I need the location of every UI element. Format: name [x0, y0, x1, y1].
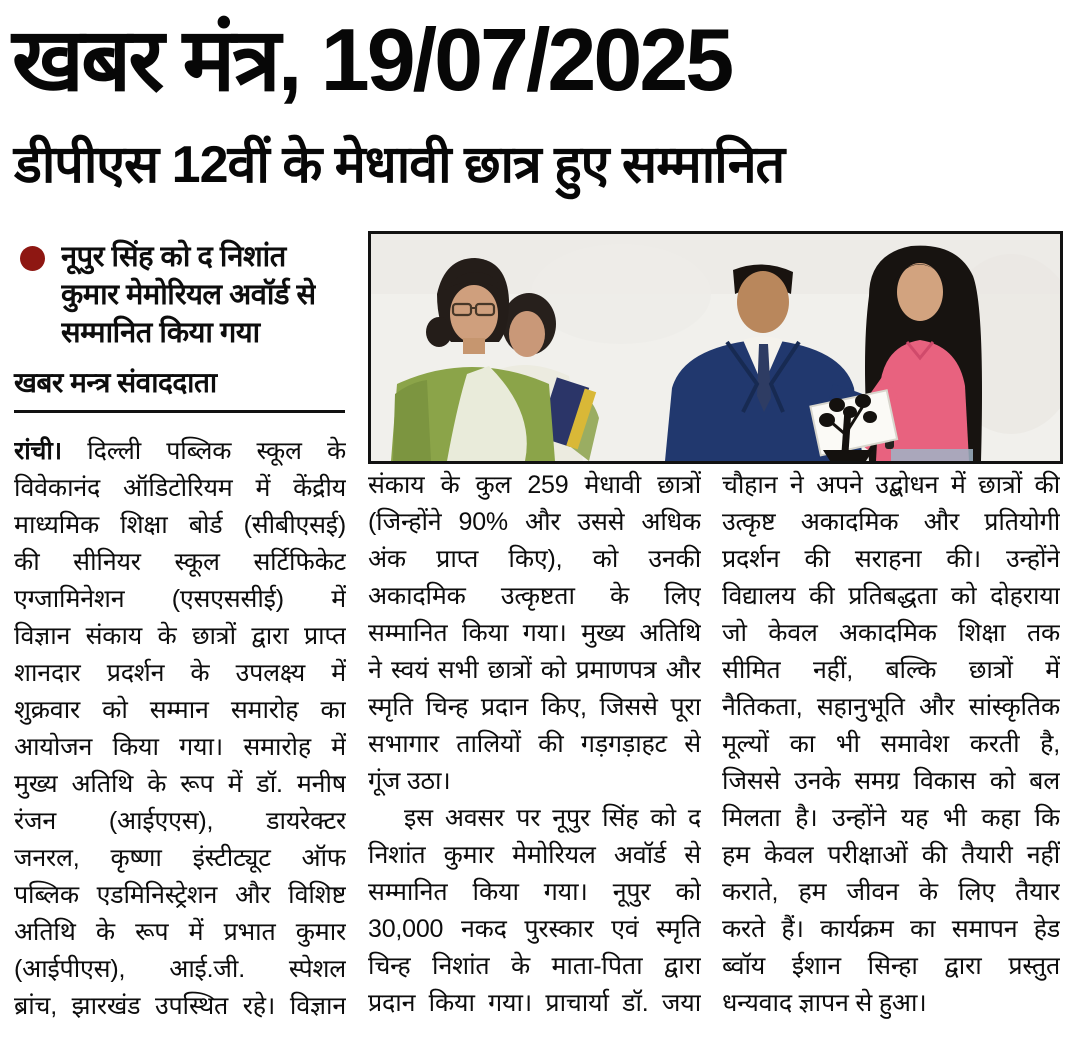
- body-text-line: जिससे उनके समग्र विकास को बल: [722, 767, 1060, 795]
- body-text-line: निशांत कुमार मेमोरियल अवॉर्ड से: [368, 841, 701, 869]
- body-text-line: अकादमिक उत्कृष्टता के लिए: [368, 582, 701, 610]
- body-text-line: शुक्रवार को सम्मान समारोह का: [14, 696, 346, 724]
- body-text-line: ने स्वयं सभी छात्रों को प्रमाणपत्र और: [368, 656, 701, 684]
- body-text-line: की सीनियर स्कूल सर्टिफिकेट: [14, 548, 346, 576]
- body-text-line: गूंज उठा।: [368, 767, 451, 795]
- body-text-line: नैतिकता, सहानुभूति और सांस्कृतिक: [722, 693, 1060, 721]
- body-text-line: प्रदर्शन की सराहना की। उन्होंने: [722, 545, 1060, 573]
- body-text-line: धन्यवाद ज्ञापन से हुआ।: [722, 989, 927, 1017]
- body-text-line: ब्रांच, झारखंड उपस्थित रहे। विज्ञान: [14, 992, 346, 1020]
- lead-highlight: [14, 238, 354, 352]
- body-text-line: संकाय के कुल 259 मेधावी छात्रों: [368, 471, 701, 499]
- body-text-line: चौहान ने अपने उद्बोधन में छात्रों की: [722, 471, 1060, 499]
- body-text-line: सम्मानित किया गया। मुख्य अतिथि: [368, 619, 701, 647]
- body-text-line: सम्मानित किया गया। नूपुर को: [368, 878, 701, 906]
- article-photo: [368, 231, 1063, 464]
- body-text-line: मूल्यों का भी समावेश करती है,: [722, 730, 1060, 758]
- award-ceremony-scene: [371, 234, 1060, 461]
- byline: खबर मन्त्र संवाददाता: [14, 367, 217, 398]
- body-text-line: विद्यालय की प्रतिबद्धता को दोहराया: [722, 582, 1060, 610]
- body-text-line: एग्जामिनेशन (एसएससीई) में: [14, 585, 346, 613]
- body-text-line: विवेकानंद ऑडिटोरियम में केंद्रीय: [14, 474, 346, 502]
- body-text-line: अतिथि के रूप में प्रभात कुमार: [14, 918, 346, 946]
- body-text-line: हम केवल परीक्षाओं की तैयारी नहीं: [722, 841, 1060, 869]
- lead-highlight-text: [61, 238, 316, 352]
- body-column-3: [722, 467, 1060, 1022]
- body-text-line: उत्कृष्ट अकादमिक और प्रतियोगी: [722, 508, 1060, 536]
- body-text-line: 30,000 नकद पुरस्कार एवं स्मृति: [368, 915, 701, 943]
- body-text-line: चिन्ह निशांत के माता-पिता द्वारा: [368, 952, 701, 980]
- body-text-line: इस अवसर पर नूपुर सिंह को द: [404, 804, 701, 832]
- body-text-line: आयोजन किया गया। समारोह में: [14, 733, 346, 761]
- body-text-line: सभागार तालियों की गड़गड़ाहट से: [368, 730, 701, 758]
- body-text-line: (जिन्होंने 90% और उससे अधिक: [368, 508, 701, 536]
- article-headline: डीपीएस 12वीं के मेधावी छात्र हुए सम्मानित: [14, 136, 785, 194]
- body-text-line: ब्वॉय ईशान सिन्हा द्वारा प्रस्तुत: [722, 952, 1060, 980]
- body-text-line: शानदार प्रदर्शन के उपलक्ष्य में: [14, 659, 346, 687]
- body-text-line: विज्ञान संकाय के छात्रों द्वारा प्राप्त: [14, 622, 346, 650]
- body-text-line: कराते, हम जीवन के लिए तैयार: [722, 878, 1060, 906]
- body-text-line: पब्लिक एडमिनिस्ट्रेशन और विशिष्ट: [14, 881, 346, 909]
- body-text-line: (आईपीएस), आई.जी. स्पेशल: [14, 955, 346, 983]
- body-text-line: जनरल, कृष्णा इंस्टीट्यूट ऑफ: [14, 844, 346, 872]
- body-text-line: स्मृति चिन्ह प्रदान किए, जिससे पूरा: [368, 693, 701, 721]
- body-text-line: मुख्य अतिथि के रूप में डॉ. मनीष: [14, 770, 346, 798]
- body-text-line: कुमार मेमोरियल अवॉर्ड से: [61, 279, 316, 311]
- body-text-line: करते हैं। कार्यक्रम का समापन हेड: [722, 915, 1060, 943]
- body-text-line: मिलता है। उन्होंने यह भी कहा कि: [722, 804, 1060, 832]
- body-column-1: [14, 433, 346, 1025]
- body-text-line: नूपुर सिंह को द निशांत: [61, 241, 286, 273]
- body-text-line: सीमित नहीं, बल्कि छात्रों में: [722, 656, 1060, 684]
- body-text-line: प्रदान किया गया। प्राचार्या डॉ. जया: [368, 989, 701, 1017]
- masthead-title: खबर मंत्र, 19/07/2025: [12, 10, 732, 109]
- byline-divider: [14, 410, 345, 413]
- body-text-line: माध्यमिक शिक्षा बोर्ड (सीबीएसई): [14, 511, 346, 539]
- body-text-line: सम्मानित किया गया: [61, 317, 260, 349]
- body-text-line: रंजन (आईएएस), डायरेक्टर: [14, 807, 346, 835]
- body-text-line: रांची। दिल्ली पब्लिक स्कूल के: [14, 437, 346, 465]
- body-text-line: अंक प्राप्त किए), को उनकी: [368, 545, 701, 573]
- body-text-line: जो केवल अकादमिक शिक्षा तक: [722, 619, 1060, 647]
- body-column-2: [368, 467, 701, 1022]
- bullet-icon: [20, 246, 45, 271]
